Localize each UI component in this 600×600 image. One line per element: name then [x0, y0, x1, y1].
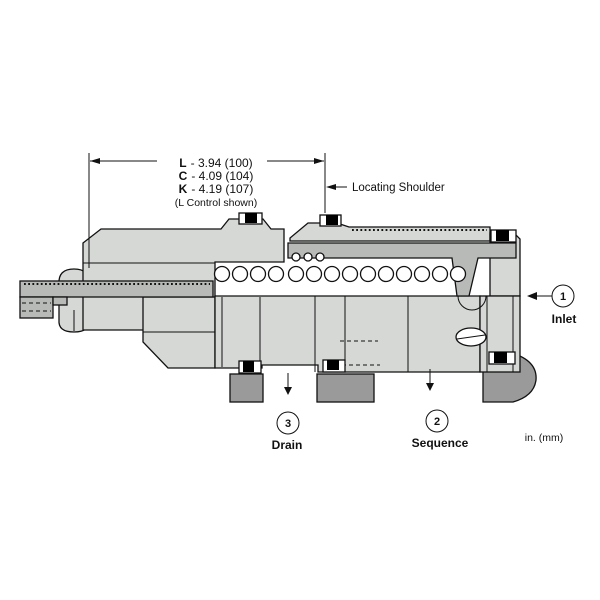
spring-coil	[289, 267, 304, 282]
units-note: in. (mm)	[524, 432, 564, 444]
locating-shoulder-callout	[326, 182, 445, 194]
o-ring-seal	[245, 213, 257, 223]
o-ring-seal	[496, 230, 509, 241]
spring-coil	[325, 267, 340, 282]
spring-coil	[379, 267, 394, 282]
pilot-ball	[316, 253, 324, 261]
spring-coil	[451, 267, 466, 282]
inlet-flow-arrowhead	[527, 292, 537, 300]
sequence-flow-arrowhead	[426, 383, 434, 391]
pilot-ball	[304, 253, 312, 261]
sequence-port-number: 2	[433, 416, 441, 428]
adjust-screw-head	[20, 297, 53, 318]
spring-coil	[415, 267, 430, 282]
port-callout-inlet	[552, 285, 577, 326]
dimension-row-K: K - 4.19 (107)	[178, 182, 254, 196]
mounting-block-left	[230, 374, 263, 402]
drain-port-number: 3	[284, 418, 292, 430]
port-callout-drain	[272, 412, 303, 452]
spring-coil	[269, 267, 284, 282]
spring-coil	[343, 267, 358, 282]
dimension-note: (L Control shown)	[174, 197, 258, 209]
o-ring-seal	[243, 361, 254, 372]
locating-shoulder-arrowhead	[326, 184, 336, 190]
spring-coil	[251, 267, 266, 282]
pilot-ball	[292, 253, 300, 261]
drain-port-label: Drain	[271, 438, 303, 452]
spring-coil	[307, 267, 322, 282]
adjust-screw-step	[53, 297, 67, 305]
o-ring-seal	[494, 352, 507, 363]
dimension-row-L: L - 3.94 (100)	[179, 156, 253, 170]
mounting-block-middle	[317, 374, 374, 402]
spring-coil	[433, 267, 448, 282]
o-ring-seal	[326, 215, 338, 225]
inlet-port-label: Inlet	[551, 312, 577, 326]
spring-coil	[361, 267, 376, 282]
dimension-arrowhead-right	[314, 158, 324, 164]
o-ring-seal	[327, 360, 339, 370]
spring-coil	[215, 267, 230, 282]
locating-shoulder-label: Locating Shoulder	[352, 182, 445, 194]
drain-flow-arrowhead	[284, 387, 292, 395]
spring-coil	[397, 267, 412, 282]
dimension-arrowhead-left	[90, 158, 100, 164]
spring-coil	[233, 267, 248, 282]
dimension-row-C: C - 4.09 (104)	[178, 169, 254, 183]
sequence-port-label: Sequence	[411, 436, 469, 450]
inlet-port-number: 1	[559, 291, 567, 303]
port-callout-sequence	[412, 410, 469, 450]
